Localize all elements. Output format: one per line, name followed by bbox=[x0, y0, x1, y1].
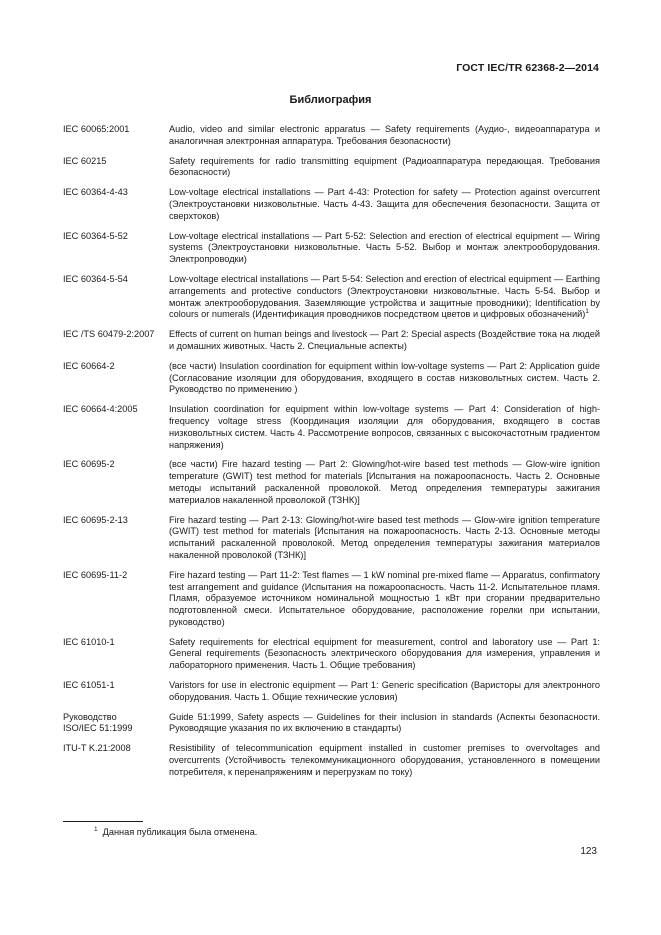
reference-code: Руководство ISO/IEC 51:1999 bbox=[63, 711, 133, 734]
reference-description bbox=[169, 231, 600, 266]
reference-code: IEC 60664-2 bbox=[63, 360, 115, 371]
reference-code: IEC 60215 bbox=[63, 155, 107, 166]
reference-text: Resistibility of telecommunication equipment installed in customer premises to overvoltages and overcurrents (Устойчивость телекоммуникационного оборудования, установленного в помещении потребителя, к перенапряжениям и перегрузкам по току) bbox=[169, 743, 600, 777]
reference-text: Guide 51:1999, Safety aspects — Guidelines for their inclusion in standards (Аспекты безопасности. Руководящие указания по их включению в стандарты) bbox=[169, 711, 600, 734]
reference-entry bbox=[63, 459, 600, 506]
reference-description bbox=[169, 680, 600, 704]
reference-text: Fire hazard testing — Part 2-13: Glowing/hot-wire based test methods — Glow-wire ignition temperature (GWIT) test method for materials [Испытания на пожароопасность. Часть 2-13. Основные методы испытаний раскаленной проволокой. Метод определения температуры зажигания материалов накаленной проволокой (ТЗНК)] bbox=[169, 514, 600, 560]
reference-text: Insulation coordination for equipment within low-voltage systems — Part 4: Consideration of high-frequency voltage stress (Координация изоляции для оборудования, входящего в состав низковольтных систем. Часть 4. Рассмотрение вопросов, связанных с высокочастотным градиентом напряжения) bbox=[169, 404, 600, 450]
reference-text: (все части) Fire hazard testing — Part 2: Glowing/hot-wire based test methods — Glow-wire ignition temperature (GWIT) test method for materials [Испытания на пожароопасность. Часть 2. Основные методы испытаний раскаленной проволокой. Метод определения температуры зажигания материалов накаленной проволокой (ТЗНК)] bbox=[169, 459, 600, 505]
reference-code: IEC /TS 60479-2:2007 bbox=[63, 329, 155, 340]
reference-text: Low-voltage electrical installations — Part 4-43: Protection for safety — Protection against overcurrent (Электроустановки низковольтные. Часть 4-43. Защита для обеспечения безопасности. Защита от сверхтоков) bbox=[169, 187, 600, 221]
reference-text: Safety requirements for electrical equipment for measurement, control and laboratory use — Part 1: General requirements (Безопасность электрического оборудования для измерения, управления и лабораторного применения. Часть 1. Общие требования) bbox=[169, 636, 600, 671]
reference-entry bbox=[63, 637, 600, 672]
reference-text: Low-voltage electrical installations — Part 5-54: Selection and erection of electrical equipment — Earthing arrangements and protective conductors (Электроустановки низковольтные. Часть 5-54. Выбор и монтаж электрооборудования. Заземляющие устройства и защитные проводники); Identification by colours or numerals (Идентификация проводников посредством цветов и цифровых обозначений) bbox=[169, 273, 600, 320]
footnote-text: Данная публикация была отменена. bbox=[102, 827, 258, 838]
reference-entry bbox=[63, 361, 600, 396]
reference-entry bbox=[63, 743, 600, 778]
reference-description bbox=[169, 404, 600, 451]
page-number: 123 bbox=[580, 846, 597, 857]
reference-text: Audio, video and similar electronic apparatus — Safety requirements (Аудио-, видеоаппаратура и аналогичная электронная аппаратура. Требования безопасности) bbox=[169, 124, 600, 146]
footnote bbox=[94, 826, 257, 837]
bibliography-title: Библиография bbox=[289, 94, 372, 106]
reference-description bbox=[169, 187, 600, 222]
reference-text: Low-voltage electrical installations — Part 5-52: Selection and erection of electrical equipment — Wiring systems (Электроустановки низковольтные. Часть 5-52. Выбор и монтаж электрооборудования. Электропроводки) bbox=[169, 230, 600, 265]
reference-text: Effects of current on human beings and livestock — Part 2: Special aspects (Воздействие тока на людей и домашних животных. Часть 2. Специальные аспекты) bbox=[169, 329, 600, 351]
reference-entry bbox=[63, 515, 600, 562]
reference-entry bbox=[63, 712, 600, 736]
reference-entry bbox=[63, 329, 600, 353]
footnote-marker: 1 bbox=[94, 826, 98, 833]
reference-description bbox=[169, 743, 600, 778]
reference-description bbox=[169, 570, 600, 629]
reference-code: IEC 60364-5-54 bbox=[63, 273, 128, 284]
reference-description bbox=[169, 329, 600, 353]
reference-text: Varistors for use in electronic equipment — Part 1: Generic specification (Варисторы для электронного оборудования. Часть 1. Общие технические условия) bbox=[169, 680, 600, 702]
reference-text: Fire hazard testing — Part 11-2: Test flames — 1 kW nominal pre-mixed flame — Apparatus, confirmatory test arrangement and guidance (Испытания на пожароопасность. Часть 11-2. Испытательное пламя. Пламя, образуемое источником номинальной мощностью 1 кВт при сгорании предварительно подготовленной смеси. Испытательное оборудование, расположение горелки при испытании, руководство) bbox=[169, 569, 600, 627]
reference-description bbox=[169, 637, 600, 672]
reference-code: IEC 60695-2-13 bbox=[63, 514, 128, 525]
reference-code: IEC 60695-2 bbox=[63, 459, 115, 470]
footnote-divider bbox=[63, 821, 143, 822]
reference-description bbox=[169, 156, 600, 180]
document-header: ГОСТ IEC/TR 62368-2—2014 bbox=[456, 62, 599, 74]
reference-entry bbox=[63, 187, 600, 222]
reference-text: Safety requirements for radio transmitting equipment (Радиоаппаратура передающая. Требования безопасности) bbox=[169, 155, 600, 178]
reference-entry bbox=[63, 680, 600, 704]
reference-code: IEC 61010-1 bbox=[63, 636, 115, 647]
reference-description bbox=[169, 361, 600, 396]
reference-description bbox=[169, 712, 600, 736]
reference-description bbox=[169, 459, 600, 506]
footnote-reference: 1 bbox=[585, 308, 589, 316]
reference-entry bbox=[63, 404, 600, 451]
reference-description bbox=[169, 124, 600, 148]
reference-entry bbox=[63, 231, 600, 266]
reference-entry bbox=[63, 570, 600, 629]
reference-description bbox=[169, 274, 600, 321]
reference-entry bbox=[63, 156, 600, 180]
reference-entry bbox=[63, 274, 600, 321]
reference-text: (все части) Insulation coordination for equipment within low-voltage systems — Part 2: Application guide (Согласование изоляции для оборудования, входящего в состав низковольтных систем. Часть 2. Руководство по применению ) bbox=[169, 360, 600, 395]
reference-code: IEC 60364-4-43 bbox=[63, 187, 128, 198]
reference-code: IEC 61051-1 bbox=[63, 680, 115, 691]
reference-description bbox=[169, 515, 600, 562]
reference-code: IEC 60364-5-52 bbox=[63, 230, 128, 241]
reference-list bbox=[63, 124, 600, 787]
reference-code: IEC 60664-4:2005 bbox=[63, 404, 138, 415]
reference-code: ITU-T K.21:2008 bbox=[63, 743, 131, 754]
reference-entry bbox=[63, 124, 600, 148]
reference-code: IEC 60065:2001 bbox=[63, 124, 130, 134]
reference-code: IEC 60695-11-2 bbox=[63, 569, 128, 580]
